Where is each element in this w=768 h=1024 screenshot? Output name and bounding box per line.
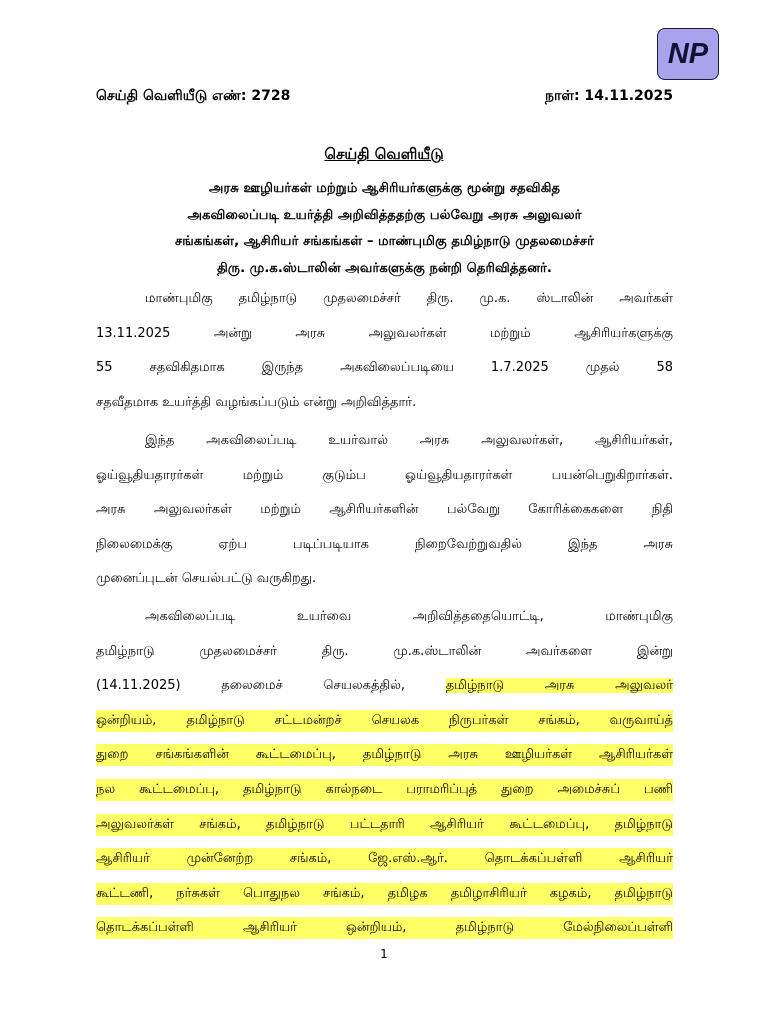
np-logo-badge: NP — [657, 28, 719, 80]
highlighted-line: கூட்டணி, நர்சுகள் பொதுநல சங்கம், தமிழக தமிழாசிரியர் கழகம், தமிழ்நாடு — [96, 877, 673, 912]
headline-line: சங்கங்கள், ஆசிரியர் சங்கங்கள் – மாண்புமிகு தமிழ்நாடு முதலமைச்சர் — [175, 234, 594, 249]
paragraph-line: முனைப்புடன் செயல்பட்டு வருகிறது. — [96, 571, 317, 587]
headline-line: திரு. மு.க.ஸ்டாலின் அவர்களுக்கு நன்றி தெரிவித்தனர். — [217, 260, 552, 276]
headline-line: அகவிலைப்படி உயர்த்தி அறிவித்ததற்கு பல்வேறு அரசு அலுவலர் — [187, 207, 582, 223]
paragraph-text: (14.11.2025) தலைமைச் செயலகத்தில், — [96, 678, 446, 694]
release-meta-row — [96, 88, 673, 106]
highlighted-line: துறை சங்கங்களின் கூட்டமைப்பு, தமிழ்நாடு அரசு ஊழியர்கள் ஆசிரியர்கள் — [96, 738, 673, 773]
highlighted-line: ஒன்றியம், தமிழ்நாடு சட்டமன்றச் செயலக நிருபர்கள் சங்கம், வருவாய்த் — [96, 704, 673, 739]
highlighted-line: நல கூட்டமைப்பு, தமிழ்நாடு கால்நடை பராமரிப்புத் துறை அமைச்சுப் பணி — [96, 773, 673, 808]
document-title: செய்தி வெளியீடு — [324, 145, 444, 163]
paragraph-line: அரசு அலுவலர்கள் மற்றும் ஆசிரியர்களின் பல்வேறு கோரிக்கைகளை நிதி — [96, 502, 673, 518]
paragraph-1 — [96, 282, 673, 420]
release-date: நாள்: 14.11.2025 — [545, 88, 673, 104]
paragraph-line: இந்த அகவிலைப்படி உயர்வால் அரசு அலுவலர்கள், ஆசிரியர்கள், — [145, 433, 673, 448]
headline-line: அரசு ஊழியர்கள் மற்றும் ஆசிரியர்களுக்கு மூன்று சதவிகித — [208, 181, 561, 196]
page-number: 1 — [380, 947, 388, 961]
headline — [96, 176, 673, 282]
paragraph-line: 55 சதவிகிதமாக இருந்த அகவிலைப்படியை 1.7.2025 முதல் 58 — [96, 360, 673, 376]
highlighted-line: அலுவலர்கள் சங்கம், தமிழ்நாடு பட்டதாரி ஆசிரியர் கூட்டமைப்பு, தமிழ்நாடு — [96, 808, 673, 843]
paragraph-line: அகவிலைப்படி உயர்வை அறிவித்ததையொட்டி, மாண்புமிகு — [145, 609, 673, 624]
paragraph-3 — [96, 600, 673, 946]
paragraph-line: தமிழ்நாடு முதலமைச்சர் திரு. மு.க.ஸ்டாலின் அவர்களை இன்று — [96, 643, 673, 659]
highlighted-line: தொடக்கப்பள்ளி ஆசிரியர் ஒன்றியம், தமிழ்நாடு மேல்நிலைப்பள்ளி — [96, 911, 673, 946]
highlighted-text: தமிழ்நாடு அரசு அலுவலர் — [445, 678, 673, 694]
paragraph-line: நிலைமைக்கு ஏற்ப படிப்படியாக நிறைவேற்றுவதில் இந்த அரசு — [96, 536, 673, 552]
release-number: செய்தி வெளியீடு எண்: 2728 — [96, 88, 291, 104]
paragraph-line — [96, 669, 673, 704]
paragraph-line: சதவீதமாக உயர்த்தி வழங்கப்படும் என்று அறிவித்தார். — [96, 394, 417, 410]
paragraph-line: ஓய்வூதியதாரர்கள் மற்றும் குடும்ப ஓய்வூதியதாரர்கள் பயன்பெறுகிறார்கள். — [96, 467, 673, 483]
paragraph-line: மாண்புமிகு தமிழ்நாடு முதலமைச்சர் திரு. மு.க. ஸ்டாலின் அவர்கள் — [145, 291, 673, 306]
paragraph-2 — [96, 424, 673, 597]
paragraph-line: 13.11.2025 அன்று அரசு அலுவலர்கள் மற்றும் ஆசிரியர்களுக்கு — [96, 325, 673, 341]
highlighted-line: ஆசிரியர் முன்னேற்ற சங்கம், ஜே.எஸ்.ஆர். தொடக்கப்பள்ளி ஆசிரியர் — [96, 842, 673, 877]
